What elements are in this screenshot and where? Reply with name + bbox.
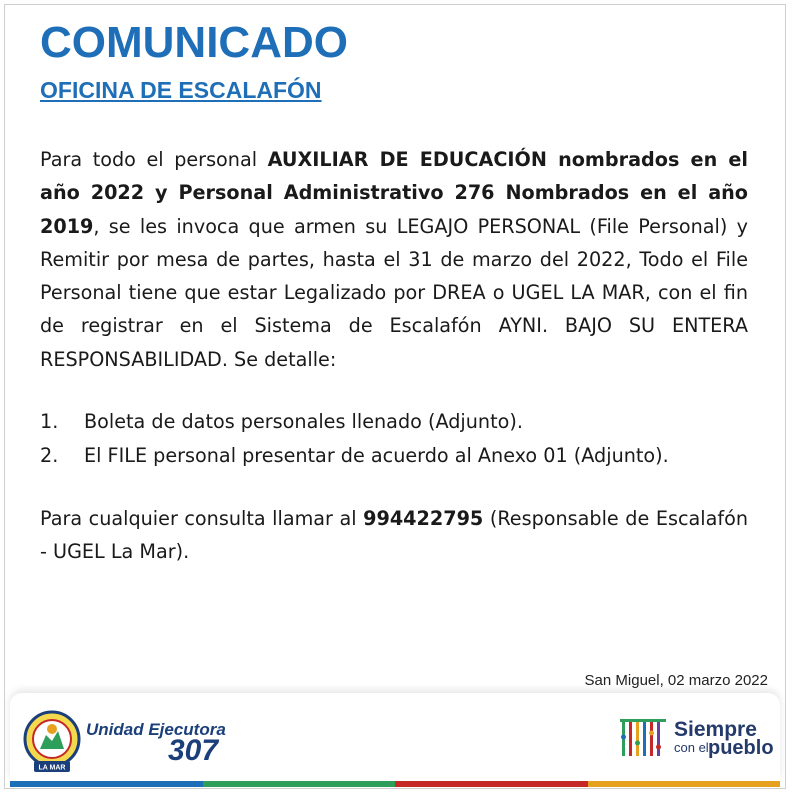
- stripe-segment: [395, 781, 588, 787]
- footer-color-stripe: [10, 781, 780, 787]
- paragraph-intro: Para todo el personal: [40, 148, 268, 171]
- unit-number: 307: [168, 734, 219, 767]
- brand-text-pueblo: pueblo: [708, 737, 774, 759]
- stripe-segment: [588, 781, 781, 787]
- document-date: San Miguel, 02 marzo 2022: [584, 672, 768, 689]
- announcement-paragraph: [40, 143, 748, 376]
- list-item-number: 2.: [40, 443, 59, 467]
- contact-prefix: Para cualquier consulta llamar al: [40, 507, 364, 530]
- stripe-segment: [10, 781, 203, 787]
- unit-label: Unidad Ejecutora: [86, 720, 226, 739]
- list-item-text: El FILE personal presentar de acuerdo al Anexo 01 (Adjunto).: [84, 443, 669, 467]
- contact-suffix: (Responsable de Escalafón - UGEL La Mar).: [40, 507, 749, 564]
- contact-paragraph: [40, 502, 748, 569]
- page-title: COMUNICADO: [40, 18, 348, 67]
- office-subtitle: OFICINA DE ESCALAFÓN: [40, 77, 322, 103]
- contact-phone: 994422795: [363, 507, 484, 530]
- seal-text: LA MAR: [38, 764, 66, 772]
- paragraph-bold-target: AUXILIAR DE EDUCACIÓN nombrados en el año 2022 y Personal Administrativo 276 Nombrados en el año 2019: [40, 148, 748, 238]
- brand-text-siempre: Siempre: [674, 718, 757, 741]
- requirements-list: [40, 405, 748, 472]
- list-item-text: Boleta de datos personales llenado (Adjunto).: [84, 410, 523, 433]
- ugel-seal-logo: [22, 705, 82, 777]
- list-item: [40, 439, 748, 473]
- siempre-brand-icon: [618, 715, 668, 761]
- brand-text-con-el: con el: [674, 740, 709, 755]
- list-item-number: 1.: [40, 410, 59, 433]
- paragraph-rest: , se les invoca que armen su LEGAJO PERSONAL (File Personal) y Remitir por mesa de partes, hasta el 31 de marzo del 2022, Todo el File Personal tiene que estar Legalizado por DREA o UGEL LA MAR, con el fin de registrar en el Sistema de Escalafón AYNI. BAJO SU ENTERA RESPONSABILIDAD. Se detalle:: [40, 214, 748, 371]
- list-item: [40, 405, 748, 439]
- stripe-segment: [203, 781, 396, 787]
